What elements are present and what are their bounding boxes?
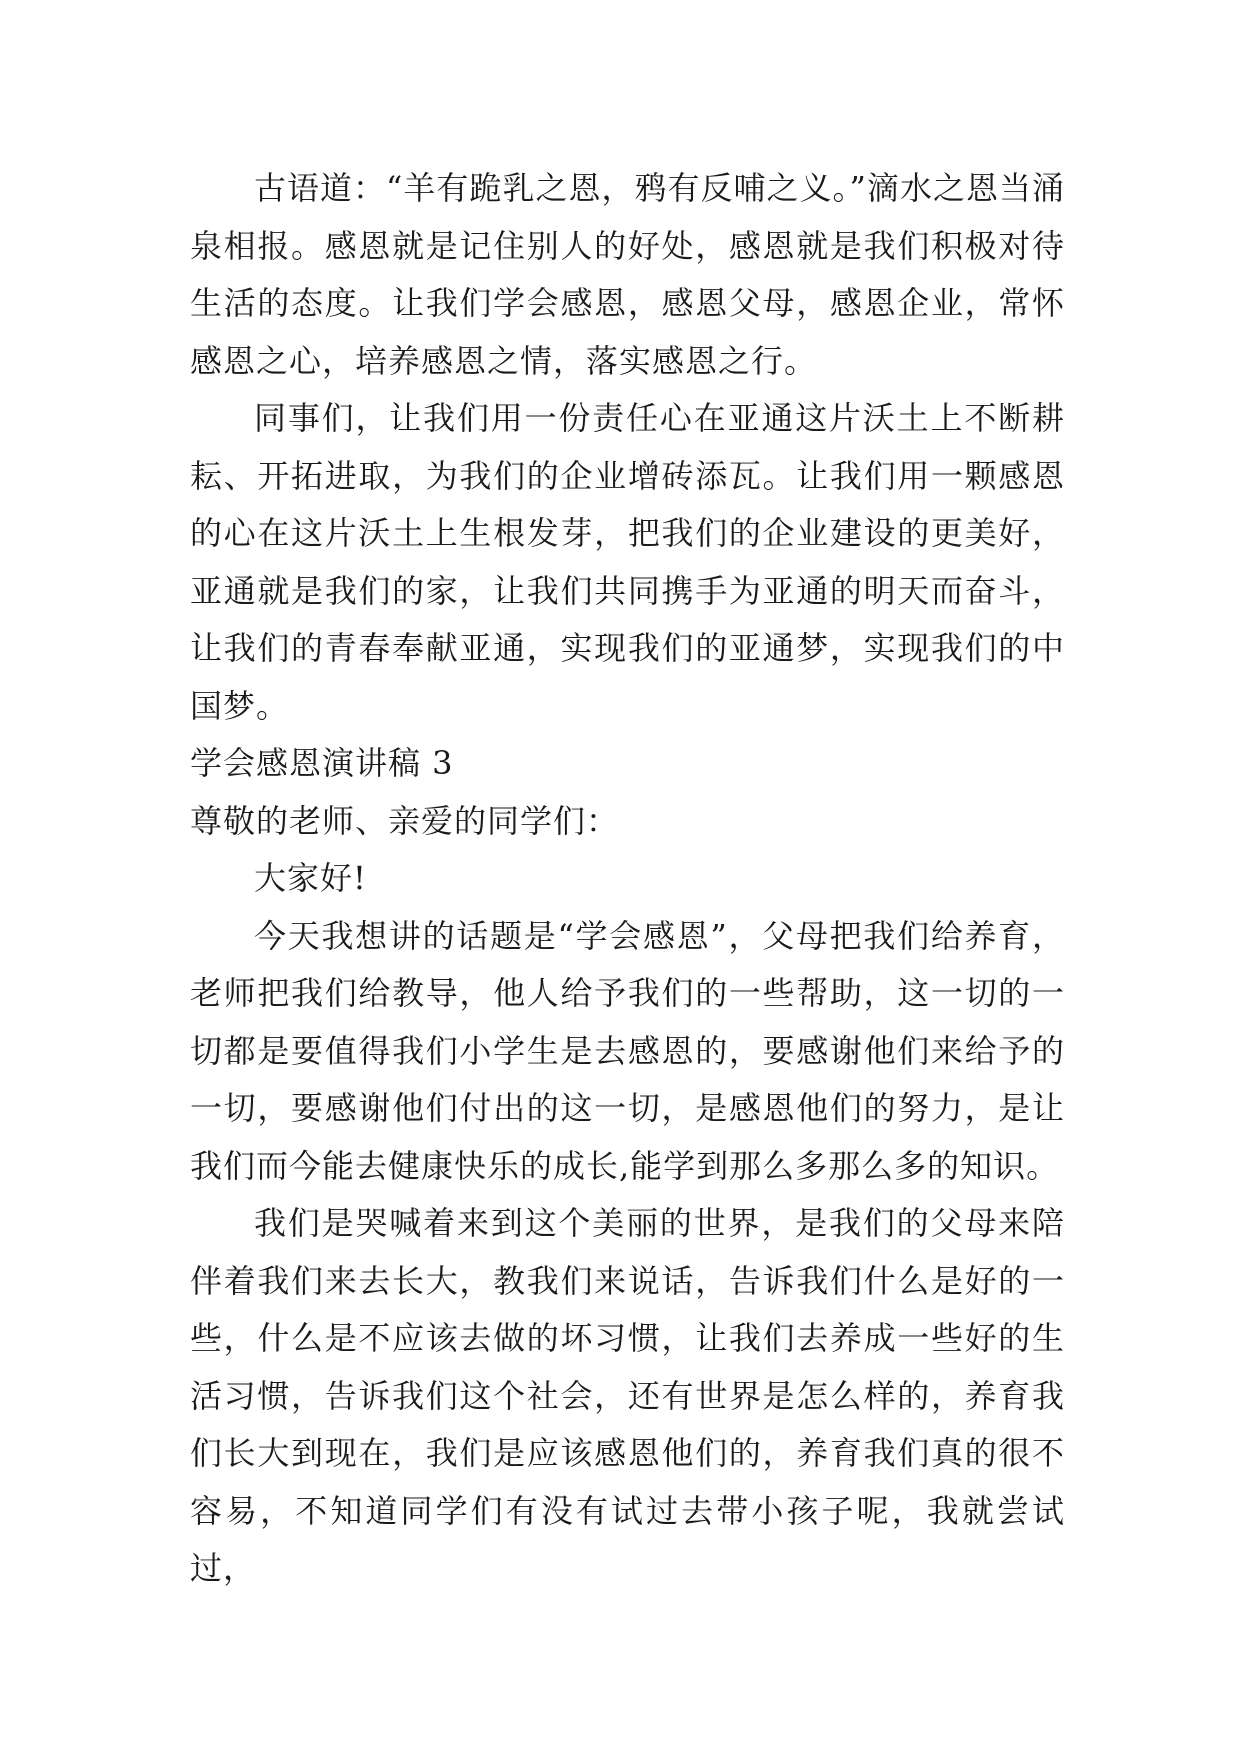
paragraph-parents: 我们是哭喊着来到这个美丽的世界，是我们的父母来陪伴着我们来去长大，教我们来说话，告诉我们什么是好的一些，什么是不应该去做的坏习惯，让我们去养成一些好的生活习惯，告诉我们这个社会，还有世界是怎么样的，养育我们长大到现在，我们是应该感恩他们的，养育我们真的很不容易，不知道同学们有没有试过去带小孩子呢，我就尝试过， — [190, 1204, 1065, 1587]
greeting: 大家好! — [254, 859, 367, 897]
paragraph-gratitude-proverb: 古语道：“羊有跪乳之恩，鸦有反哺之义。”滴水之恩当涌泉相报。感恩就是记住别人的好处，感恩就是我们积极对待生活的态度。让我们学会感恩，感恩父母，感恩企业，常怀感恩之心，培养感恩之情，落实感恩之行。 — [190, 169, 1065, 380]
paragraph-colleagues: 同事们，让我们用一份责任心在亚通这片沃土上不断耕耘、开拓进取，为我们的企业增砖添瓦。让我们用一颗感恩的心在这片沃土上生根发芽，把我们的企业建设的更美好，亚通就是我们的家，让我们共同携手为亚通的明天而奋斗，让我们的青春奉献亚通，实现我们的亚通梦，实现我们的中国梦。 — [190, 399, 1065, 725]
paragraph-topic: 今天我想讲的话题是“学会感恩”，父母把我们给养育，老师把我们给教导，他人给予我们的一些帮助，这一切的一切都是要值得我们小学生是去感恩的，要感谢他们来给予的一切，要感谢他们付出的这一切，是感恩他们的努力，是让我们而今能去健康快乐的成长,能学到那么多那么多的知识。 — [190, 916, 1065, 1185]
salutation: 尊敬的老师、亲爱的同学们： — [190, 801, 620, 840]
document-body — [190, 160, 1065, 1598]
speech-title: 学会感恩演讲稿 3 — [190, 744, 454, 782]
